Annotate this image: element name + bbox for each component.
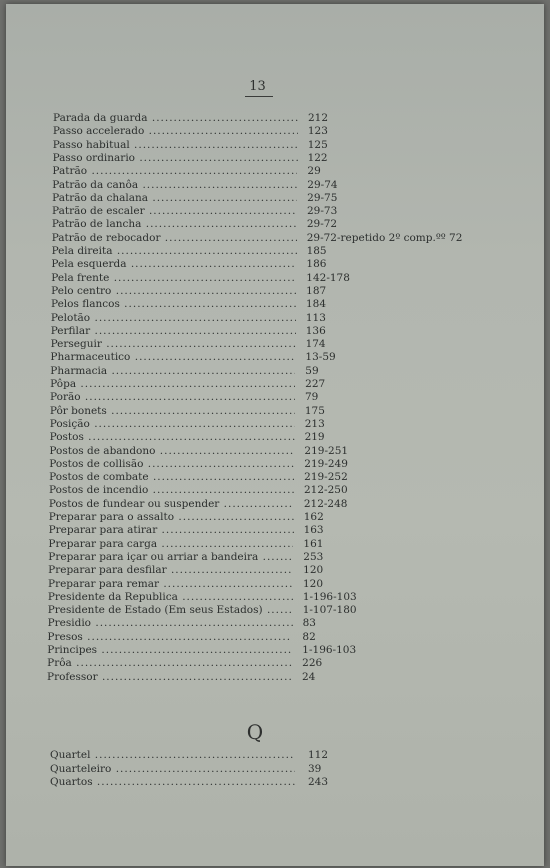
index-term: Pôpa ..... bbox=[50, 378, 295, 390]
index-term: Patrão de rebocador ..... bbox=[52, 232, 297, 244]
index-term: Quartos ..... bbox=[50, 776, 295, 788]
index-term: Preparar para o assalto ..... bbox=[49, 511, 294, 523]
index-term: Passo accelerado ..... bbox=[53, 125, 298, 137]
index-term: Postos de combate ..... bbox=[49, 471, 294, 483]
index-term: Postos ..... bbox=[50, 431, 295, 443]
index-pages: 1-107-180 bbox=[302, 604, 357, 617]
index-pages: 142-178 bbox=[306, 271, 350, 284]
index-term: Patrão da chalana ..... bbox=[52, 192, 297, 204]
index-pages: 219 bbox=[304, 431, 325, 444]
index-term: Quartel ..... bbox=[50, 749, 295, 761]
index-term: Quarteleiro ..... bbox=[50, 763, 295, 775]
index-pages: 136 bbox=[305, 324, 326, 337]
index-pages: 219-252 bbox=[304, 471, 348, 484]
index-pages: 122 bbox=[307, 151, 328, 164]
index-pages: 82 bbox=[302, 630, 316, 643]
index-term: Perfilar ..... bbox=[51, 325, 296, 337]
index-term: Pela frente ..... bbox=[51, 272, 296, 284]
index-pages: 1-196-103 bbox=[302, 644, 357, 656]
index-pages: 162 bbox=[303, 511, 324, 523]
index-term: Pharmaceutico ..... bbox=[50, 351, 295, 363]
index-pages: 112 bbox=[308, 749, 329, 761]
index-term: Pelos flancos ..... bbox=[51, 298, 296, 310]
index-term: Preparar para içar ou arriar a bandeira ..... bbox=[48, 551, 293, 563]
index-term: Pelotão ..... bbox=[51, 312, 296, 324]
index-pages: 79 bbox=[305, 391, 319, 404]
index-pages: 123 bbox=[307, 125, 328, 138]
index-pages: 253 bbox=[303, 550, 324, 563]
index-term: Posição ..... bbox=[50, 418, 295, 430]
index-pages: 29-74 bbox=[307, 178, 338, 191]
index-pages: 212-248 bbox=[303, 497, 348, 510]
index-term: Postos de incendio ..... bbox=[49, 484, 294, 496]
index-term: Patrão de escaler ..... bbox=[52, 205, 297, 217]
index-term: Prôa ..... bbox=[47, 657, 292, 669]
index-term: Postos de abandono ..... bbox=[49, 445, 294, 457]
index-pages: 175 bbox=[304, 404, 325, 417]
index-pages: 226 bbox=[302, 657, 323, 670]
index-pages: 13-59 bbox=[305, 351, 336, 364]
index-term: Patrão de lancha ..... bbox=[52, 218, 297, 230]
index-term: Passo habitual ..... bbox=[53, 139, 298, 151]
index-term: Postos de collisão ..... bbox=[49, 458, 294, 470]
index-pages: 219-249 bbox=[304, 457, 348, 470]
index-term: Professor ..... bbox=[47, 671, 292, 683]
index-pages: 39 bbox=[308, 762, 322, 775]
index-pages: 243 bbox=[308, 776, 329, 788]
index-pages: 227 bbox=[305, 378, 326, 390]
section-letter: Q bbox=[246, 720, 264, 744]
index-pages: 29 bbox=[307, 165, 321, 178]
index-pages: 219-251 bbox=[304, 444, 349, 457]
index-term: Preparar para remar ..... bbox=[48, 578, 293, 590]
index-pages: 187 bbox=[306, 284, 327, 297]
index-pages: 184 bbox=[306, 298, 327, 311]
index-pages: 120 bbox=[303, 577, 324, 590]
index-pages: 163 bbox=[303, 524, 324, 537]
index-term: Patrão ..... bbox=[52, 165, 297, 177]
index-pages: 1-196-103 bbox=[302, 590, 357, 603]
index-pages: 212 bbox=[308, 112, 329, 124]
index-term: Pharmacia ..... bbox=[50, 365, 295, 377]
index-pages: 113 bbox=[305, 311, 326, 324]
index-term: Pelo centro ..... bbox=[51, 285, 296, 297]
index-pages: 185 bbox=[306, 245, 327, 257]
index-term: Preparar para desfilar ..... bbox=[48, 564, 293, 576]
index-pages: 29-73 bbox=[307, 205, 338, 218]
index-term: Pela direita ..... bbox=[52, 245, 297, 257]
index-pages: 29-75 bbox=[307, 191, 338, 204]
index-pages: 24 bbox=[302, 670, 316, 683]
index-term: Preparar para carga ..... bbox=[48, 538, 293, 550]
index-term: Perseguir ..... bbox=[51, 338, 296, 350]
index-pages: 212-250 bbox=[304, 484, 348, 497]
index-term: Parada da guarda ..... bbox=[53, 112, 298, 124]
index-term: Pela esquerda ..... bbox=[51, 258, 296, 270]
index-term: Presidente de Estado (Em seus Estados) ..... bbox=[48, 604, 293, 616]
index-term: Presidente da Republica ..... bbox=[48, 591, 293, 603]
index-term: Preparar para atirar ..... bbox=[49, 524, 294, 536]
index-term: Porão ..... bbox=[50, 391, 295, 403]
index-pages: 174 bbox=[305, 338, 326, 351]
index-pages: 120 bbox=[303, 564, 324, 577]
index-pages: 59 bbox=[305, 364, 319, 377]
index-term: Pôr bonets ..... bbox=[50, 405, 295, 417]
index-pages: 83 bbox=[302, 617, 316, 630]
index-pages: 29-72-repetido 2º comp.ºº 72 bbox=[306, 231, 463, 244]
index-pages: 161 bbox=[303, 537, 324, 550]
index-pages: 125 bbox=[307, 138, 328, 151]
index-term: Presos ..... bbox=[47, 631, 292, 643]
index-pages: 213 bbox=[304, 417, 325, 430]
index-term: Patrão da canôa ..... bbox=[52, 179, 297, 191]
index-term: Presidio ..... bbox=[48, 617, 293, 629]
index-term: Postos de fundear ou suspender ..... bbox=[49, 498, 294, 510]
index-pages: 29-72 bbox=[306, 218, 338, 231]
index-term: Principes ..... bbox=[47, 644, 292, 656]
index-pages: 186 bbox=[306, 258, 327, 271]
document-page bbox=[6, 4, 544, 866]
index-term: Passo ordinario ..... bbox=[53, 152, 298, 164]
page-number: 13 bbox=[249, 79, 266, 94]
